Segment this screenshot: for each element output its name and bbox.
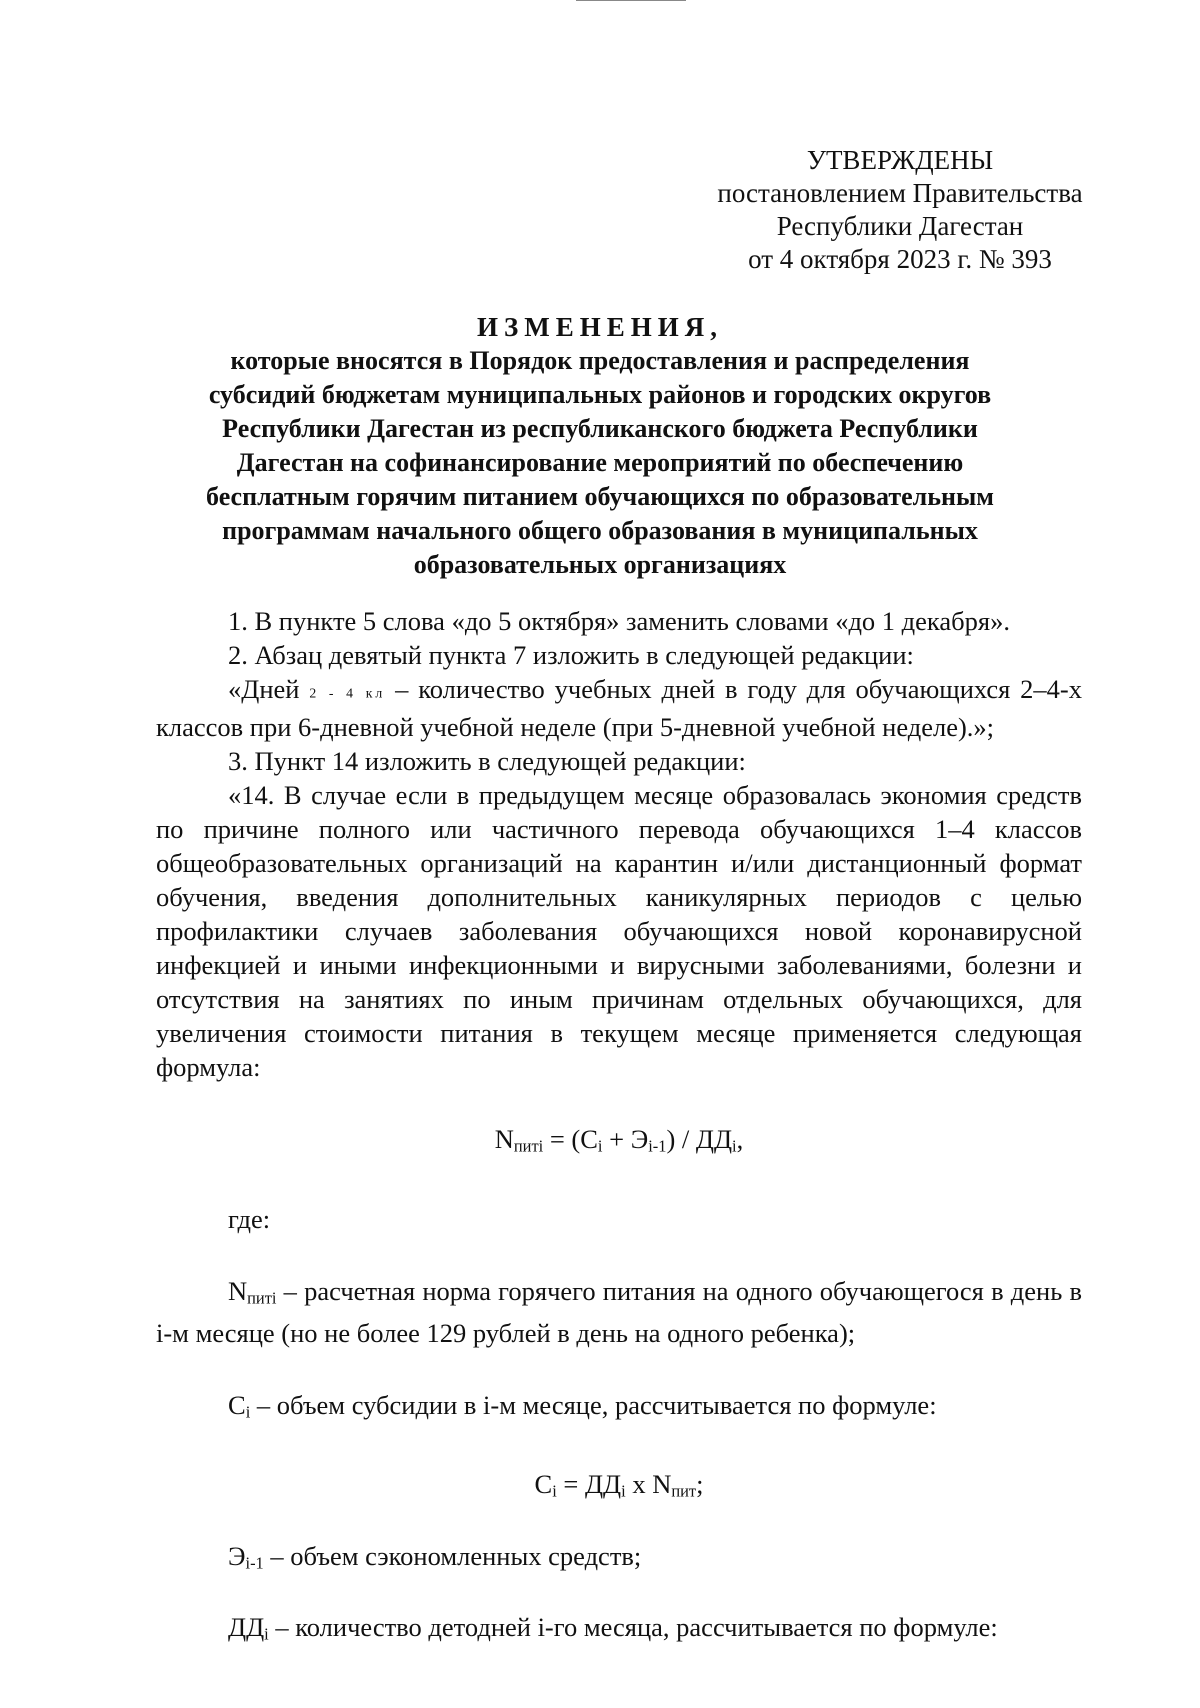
approval-date: от 4 октября 2023 г. № 393 <box>748 244 1052 274</box>
definition-subscript: питi <box>247 1288 277 1308</box>
definition-c <box>156 1388 1082 1430</box>
scan-mark <box>576 0 686 1</box>
document-body <box>156 604 1082 1652</box>
formula-part: = ДД <box>556 1469 622 1500</box>
definition-subscript: i <box>264 1624 269 1644</box>
formula-n-pit <box>156 1122 1082 1164</box>
definition-dd <box>156 1610 1082 1652</box>
formula-part: ; <box>696 1469 704 1500</box>
formula-part: x N <box>625 1469 672 1500</box>
formula-c <box>156 1467 1082 1509</box>
formula-subscript: i-1 <box>648 1136 667 1156</box>
definition-subscript: i <box>245 1402 251 1422</box>
title-line: Дагестан на софинансирование мероприятий по обеспечению <box>236 448 964 477</box>
formula-subscript: пит <box>671 1481 697 1501</box>
approval-line: постановлением Правительства <box>717 178 1083 208</box>
where-label: где: <box>228 1203 271 1234</box>
formula-subscript: i <box>732 1136 737 1156</box>
formula-part: , <box>736 1124 744 1155</box>
title-line: субсидий бюджетам муниципальных районов и городских округов <box>208 380 992 409</box>
title-line: программам начального общего образования в муниципальных <box>222 516 978 545</box>
quote-start: «Дней <box>228 674 300 704</box>
definition-symbol: ДД <box>228 1612 265 1643</box>
definition-n-pit <box>156 1274 1082 1350</box>
formula-subscript: i <box>597 1136 603 1156</box>
formula-part: = (C <box>543 1124 598 1155</box>
item-3: 3. Пункт 14 изложить в следующей редакции: <box>228 746 746 777</box>
approval-line: Республики Дагестан <box>776 211 1024 241</box>
formula-subscript: i <box>621 1481 626 1501</box>
definition-symbol: N <box>228 1275 248 1306</box>
definition-text: – расчетная норма горячего питания на одного обучающегося в день в i-м месяце (но не более 129 рублей в день на одного ребенка); <box>156 1275 1082 1348</box>
quote-rest: – количество учебных дней в году для обучающихся 2–4-х классов при 6-дневной учебной неделе (при 5-дневной учебной неделе).»; <box>156 674 1083 743</box>
item-3-text: «14. В случае если в предыдущем месяце образовалась экономия средств по причине полного или частичного перевода обучающихся 1–4 классов общеобразовательных организаций на карантин и/или дистанционный формат обучения, введения дополнительных каникулярных периодов с целью профилактики случаев заболевания обучающихся новой коронавирусной инфекцией и иными инфекционными и вирусными заболеваниями, болезни и отсутствия на занятиях по иным причинам отдельных обучающихся, для увеличения стоимости питания в текущем месяце применяется следующая формула: <box>156 780 1082 1083</box>
definition-text: – объем субсидии в i-м месяце, рассчитывается по формуле: <box>250 1389 937 1420</box>
document-title <box>150 310 1050 582</box>
approval-heading: УТВЕРЖДЕНЫ <box>806 145 994 175</box>
quote-subscript: 2 - 4 кл <box>309 685 386 701</box>
title-line: образовательных организациях <box>413 550 787 579</box>
title-line: Республики Дагестан из республиканского бюджета Республики <box>222 414 978 443</box>
definition-e <box>156 1539 1082 1581</box>
formula-part: + Э <box>602 1124 649 1155</box>
formula-subscript: i <box>552 1481 557 1501</box>
definition-symbol: C <box>228 1389 246 1420</box>
title-line: бесплатным горячим питанием обучающихся по образовательным <box>206 482 994 511</box>
item-2-quote <box>156 672 1082 744</box>
formula-symbol: N <box>494 1124 514 1155</box>
item-1: 1. В пункте 5 слова «до 5 октября» заменить словами «до 1 декабря». <box>228 606 1010 636</box>
definition-symbol: Э <box>228 1540 246 1571</box>
item-2: 2. Абзац девятый пункта 7 изложить в следующей редакции: <box>228 640 914 670</box>
formula-part: ) / ДД <box>666 1124 733 1155</box>
definition-subscript: i-1 <box>245 1553 264 1573</box>
definition-text: – количество детодней i-го месяца, рассчитывается по формуле: <box>268 1612 998 1643</box>
title-line: которые вносятся в Порядок предоставления и распределения <box>230 346 970 375</box>
title-heading: ИЗМЕНЕНИЯ, <box>476 312 723 342</box>
approval-stamp <box>690 144 1110 276</box>
definition-text: – объем сэкономленных средств; <box>263 1540 642 1571</box>
formula-symbol: C <box>534 1469 553 1500</box>
formula-subscript: питi <box>513 1136 544 1156</box>
